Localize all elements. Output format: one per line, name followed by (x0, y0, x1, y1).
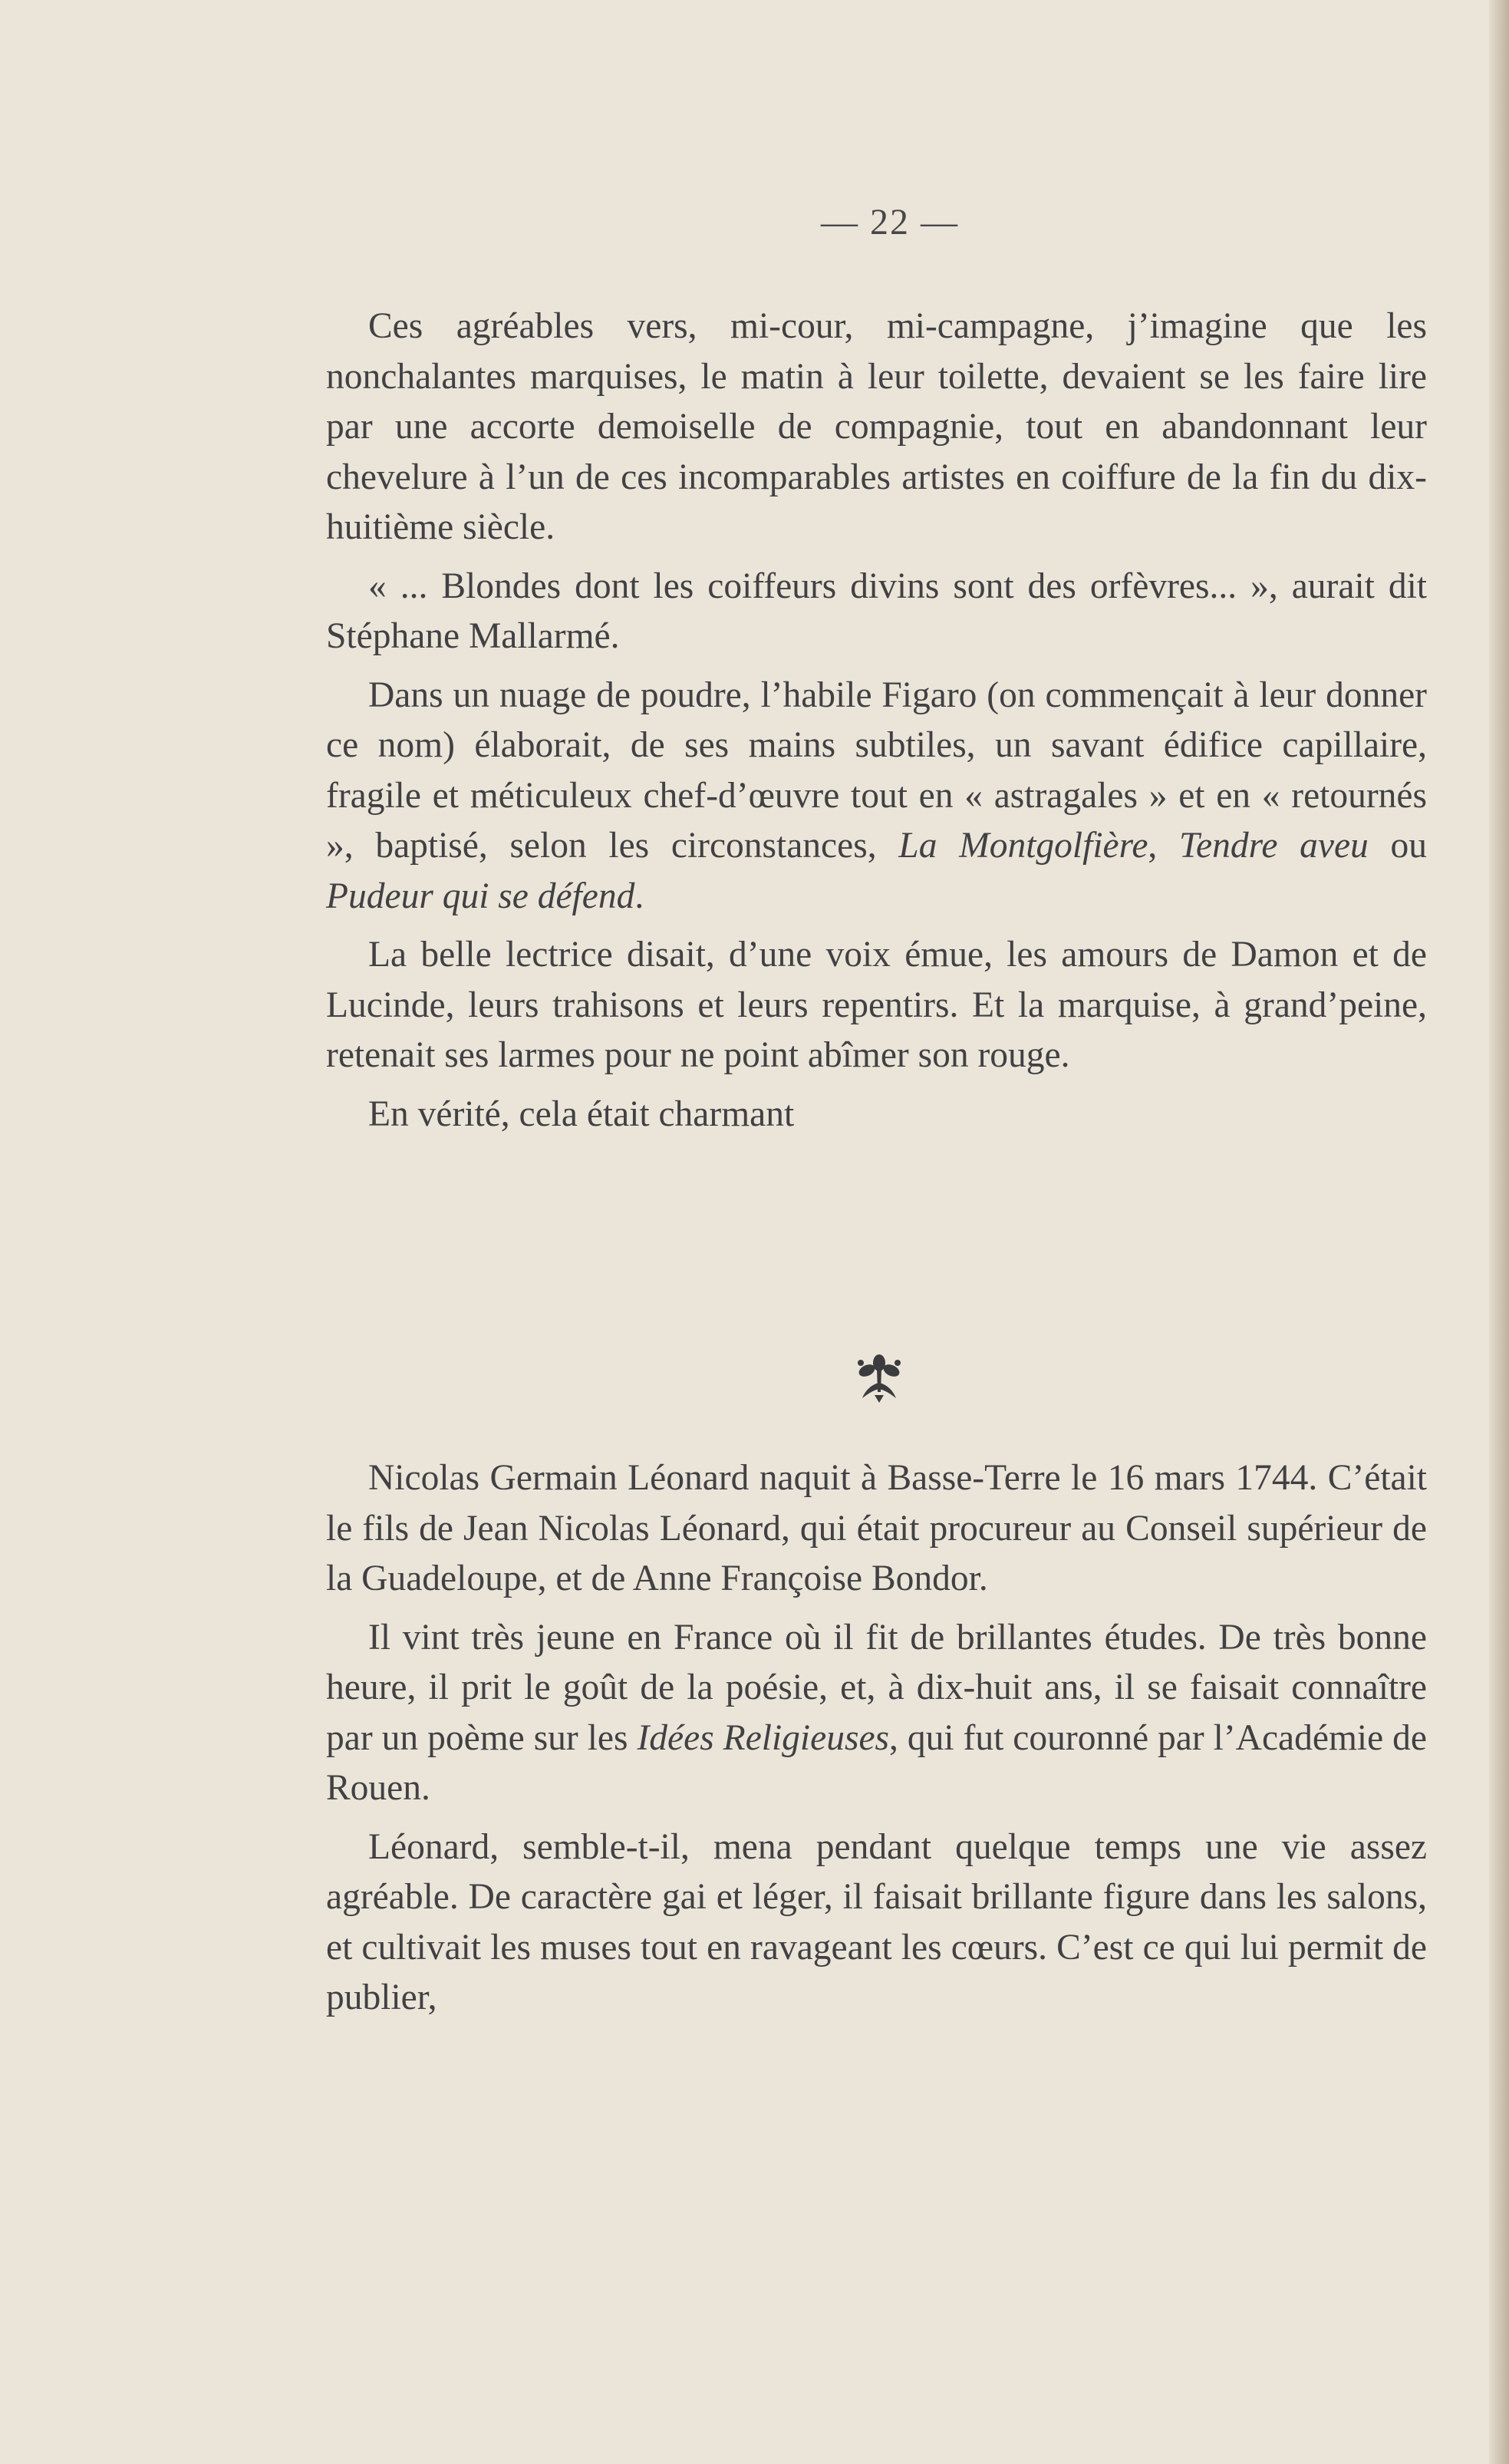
italic-title: Tendre aveu (1178, 826, 1369, 866)
paragraph (326, 671, 1427, 922)
paragraph: « ... Blondes dont les coiffeurs divins sont des orfèvres... », aurait dit Stéphane Mallarmé. (326, 566, 1427, 656)
paragraph: Nicolas Germain Léonard naquit à Basse-Terre le 16 mars 1744. C’était le fils de Jean Nicolas Léonard, qui était procureur au Conseil supérieur de la Guadeloupe, et de Anne Françoise Bondor. (326, 1458, 1427, 1598)
text-run: , qui fut couronné par l’Académie de Rouen. (326, 1717, 1427, 1808)
page-edge-shadow (1489, 0, 1509, 2464)
text-run: Il vint très jeune en France où il fit de brillantes études. De très bonne heure, il prit le goût de la poésie, et, à dix-huit ans, il se faisait connaître par un poème sur les (326, 1617, 1427, 1758)
fleuron-icon (852, 1352, 907, 1404)
text-run: . (634, 876, 644, 916)
text-section-1 (326, 302, 1427, 1140)
paragraph: En vérité, cela était charmant (368, 1093, 795, 1134)
page-number: — 22 — (821, 202, 959, 242)
text-section-2 (326, 1453, 1427, 2024)
italic-title: Idées Religieuses (637, 1717, 890, 1758)
paragraph: Ces agréables vers, mi-cour, mi-campagne, j’imagine que les nonchalantes marquises, le matin à leur toilette, devaient se les faire lire par une accorte demoiselle de compagnie, tout en abandonnant leur chevelure à l’un de ces incomparables artistes en coiffure de la fin du dix-huitième siècle. (326, 306, 1427, 547)
text-run: , (1148, 826, 1158, 866)
paragraph: Léonard, semble-t-il, mena pendant quelque temps une vie assez agréable. De caractère gai et léger, il faisait brillante figure dans les salons, et cultivait les muses tout en ravageant les cœurs. C’est ce qui lui permit de publier, (326, 1826, 1427, 2017)
italic-title: Pudeur qui se défend (326, 876, 635, 916)
text-run: Dans un nuage de poudre, l’habile Figaro (on commençait à leur donner ce nom) élaborait, de ses mains subtiles, un savant édifice capillaire, fragile et méticuleux chef-d’œuvre tout en « astragales » et en « retournés », baptisé, selon les circonstances, (326, 675, 1427, 866)
paragraph: La belle lectrice disait, d’une voix émue, les amours de Damon et de Lucinde, leurs trahisons et leurs repentirs. Et la marquise, à grand’peine, retenait ses larmes pour ne point abîmer son rouge. (326, 935, 1427, 1075)
text-run: ou (1390, 826, 1427, 866)
italic-title: La Montgolfière (898, 826, 1148, 866)
paragraph (326, 1613, 1427, 1814)
